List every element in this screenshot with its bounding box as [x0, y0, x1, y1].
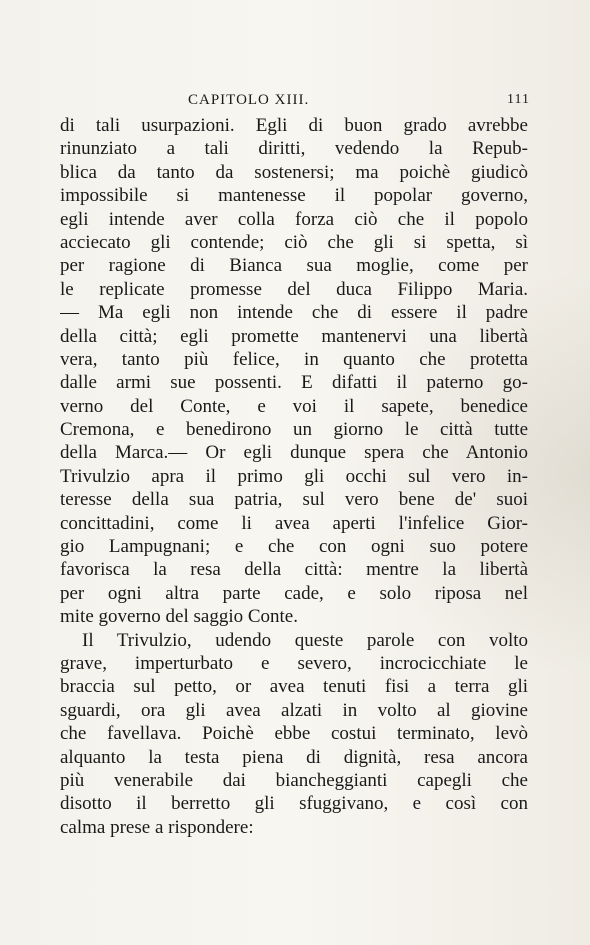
text-line: gio Lampugnani; e che con ogni suo potere	[60, 536, 528, 558]
text-line: blica da tanto da sostenersi; ma poichè giudicò	[60, 161, 528, 183]
text-line: grave, imperturbato e severo, incrocicchiate le	[60, 652, 528, 674]
text-line: alquanto la testa piena di dignità, resa ancora	[60, 746, 528, 768]
text-line: Trivulzio apra il primo gli occhi sul vero in-	[60, 465, 528, 487]
text-line: vera, tanto più felice, in quanto che protetta	[60, 348, 528, 370]
paragraph-2	[60, 629, 528, 840]
text-line: impossibile si mantenesse il popolar governo,	[60, 185, 528, 207]
text-line: mite governo del saggio Conte.	[60, 606, 298, 628]
page-number: 111	[507, 92, 530, 107]
text-line: — Ma egli non intende che di essere il padre	[60, 302, 528, 324]
text-line: braccia sul petto, or avea tenuti fisi a terra gli	[60, 676, 528, 698]
text-line: Il Trivulzio, udendo queste parole con volto	[82, 629, 528, 651]
text-line: rinunziato a tali diritti, vedendo la Repub-	[60, 138, 528, 160]
text-line: dalle armi sue possenti. E difatti il paterno go-	[60, 372, 528, 394]
text-line: teresse della sua patria, sul vero bene de' suoi	[60, 489, 528, 511]
text-line: sguardi, ora gli avea alzati in volto al giovine	[60, 699, 528, 721]
text-line: per ogni altra parte cade, e solo riposa nel	[60, 582, 528, 604]
text-line: verno del Conte, e voi il sapete, benedice	[60, 395, 528, 417]
text-line: per ragione di Bianca sua moglie, come per	[60, 255, 528, 277]
paragraph-1	[60, 114, 528, 629]
text-line: calma prese a rispondere:	[60, 816, 254, 838]
text-line: di tali usurpazioni. Egli di buon grado avrebbe	[60, 115, 528, 136]
text-line: concittadini, come li avea aperti l'infelice Gior-	[60, 512, 528, 534]
text-line: più venerabile dai biancheggianti capegli che	[60, 769, 528, 791]
text-line: favorisca la resa della città: mentre la libertà	[60, 559, 528, 581]
text-line: che favellava. Poichè ebbe costui terminato, levò	[60, 723, 528, 745]
running-header	[60, 92, 530, 112]
text-line: le replicate promesse del duca Filippo Maria.	[60, 278, 528, 300]
text-line: Cremona, e benedirono un giorno le città tutte	[60, 419, 528, 441]
text-line: acciecato gli contende; ciò che gli si spetta, sì	[60, 231, 528, 253]
text-line: egli intende aver colla forza ciò che il popolo	[60, 208, 528, 230]
text-line: disotto il berretto gli sfuggivano, e così con	[60, 793, 528, 815]
body-text	[60, 114, 528, 839]
text-line: della Marca.— Or egli dunque spera che Antonio	[60, 442, 528, 464]
chapter-title: CAPITOLO XIII.	[188, 92, 310, 108]
text-line: della città; egli promette mantenervi una libertà	[60, 325, 528, 347]
